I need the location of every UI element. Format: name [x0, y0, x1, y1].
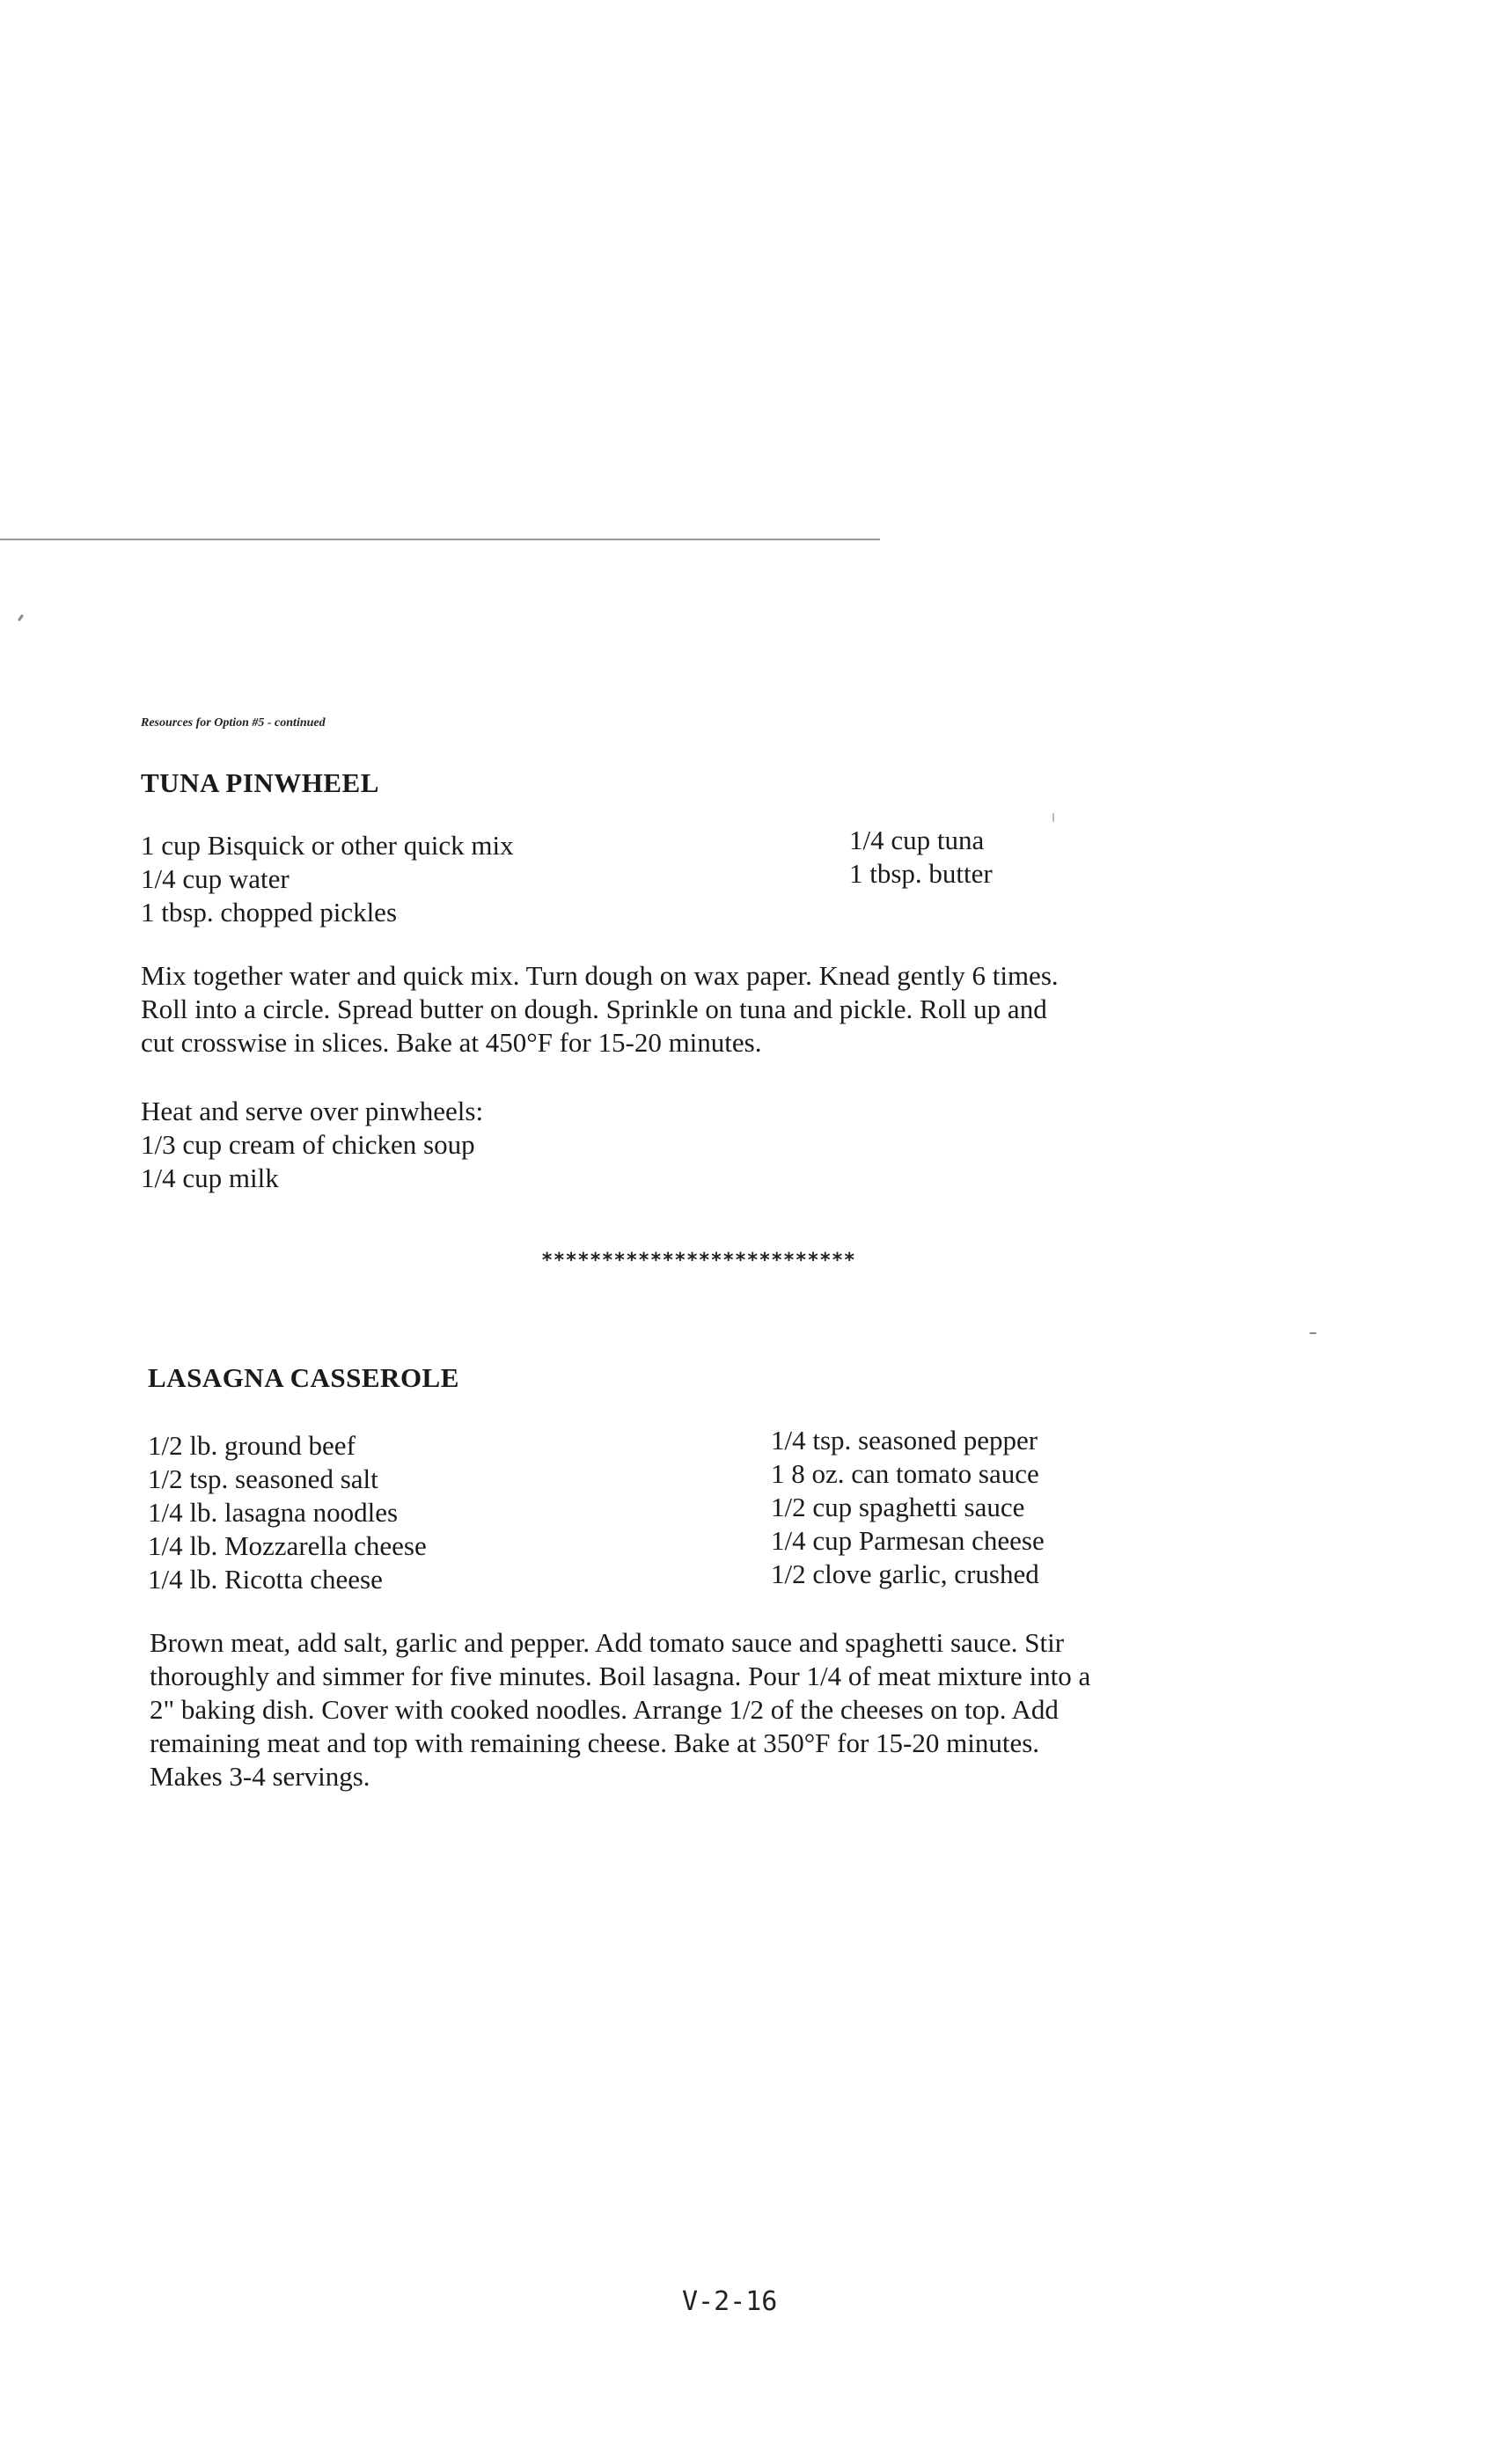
- direction-line: Mix together water and quick mix. Turn dough on wax paper. Knead gently 6 times.: [141, 960, 1059, 991]
- ingredient: 1 cup Bisquick or other quick mix: [141, 830, 514, 861]
- ingredient: 1/2 cup spaghetti sauce: [771, 1492, 1025, 1522]
- direction-line: 2" baking dish. Cover with cooked noodles. Arrange 1/2 of the cheeses on top. Add: [150, 1694, 1059, 1725]
- recipe-title: LASAGNA CASSEROLE: [148, 1362, 459, 1393]
- scan-speck: [18, 614, 24, 621]
- sauce-line: 1/4 cup milk: [141, 1162, 279, 1193]
- section-separator: **************************: [541, 1250, 856, 1272]
- recipe-directions: [141, 959, 1311, 1060]
- direction-line: Makes 3-4 servings.: [150, 1761, 370, 1792]
- horizontal-rule: [0, 539, 880, 540]
- direction-line: thoroughly and simmer for five minutes. Boil lasagna. Pour 1/4 of meat mixture into a: [150, 1661, 1091, 1691]
- ingredient: 1/4 lb. lasagna noodles: [148, 1497, 399, 1528]
- recipe-title: TUNA PINWHEEL: [141, 767, 379, 798]
- ingredient: 1/4 tsp. seasoned pepper: [771, 1425, 1038, 1456]
- page-number: V-2-16: [682, 2286, 778, 2317]
- recipe-directions: [150, 1626, 1320, 1793]
- direction-line: remaining meat and top with remaining cheese. Bake at 350°F for 15-20 minutes.: [150, 1727, 1040, 1758]
- ingredient: 1/2 lb. ground beef: [148, 1430, 356, 1461]
- ingredient: 1 tbsp. chopped pickles: [141, 897, 398, 928]
- ingredient: 1/4 cup Parmesan cheese: [771, 1525, 1045, 1556]
- ingredients-left: [148, 1429, 427, 1596]
- resources-note: Resources for Option #5 - continued: [141, 716, 326, 730]
- ingredient: 1/4 lb. Ricotta cheese: [148, 1564, 383, 1595]
- ingredient: 1/4 cup tuna: [849, 825, 985, 855]
- scan-speck: [1309, 1332, 1316, 1334]
- ingredients-right: [849, 824, 993, 891]
- direction-line: Brown meat, add salt, garlic and pepper. Add tomato sauce and spaghetti sauce. Stir: [150, 1627, 1065, 1658]
- sauce-instructions: [141, 1095, 483, 1195]
- sauce-line: Heat and serve over pinwheels:: [141, 1096, 484, 1126]
- sauce-line: 1/3 cup cream of chicken soup: [141, 1129, 475, 1160]
- ingredient: 1/4 cup water: [141, 863, 290, 894]
- ingredient: 1/2 clove garlic, crushed: [771, 1558, 1039, 1589]
- ingredients-left: [141, 829, 514, 929]
- direction-line: Roll into a circle. Spread butter on dough. Sprinkle on tuna and pickle. Roll up and: [141, 994, 1047, 1024]
- direction-line: cut crosswise in slices. Bake at 450°F for 15-20 minutes.: [141, 1027, 762, 1058]
- ingredient: 1 8 oz. can tomato sauce: [771, 1458, 1039, 1489]
- ingredients-right: [771, 1424, 1045, 1591]
- scan-speck: [1052, 813, 1054, 822]
- ingredient: 1/2 tsp. seasoned salt: [148, 1463, 378, 1494]
- ingredient: 1 tbsp. butter: [849, 858, 993, 889]
- ingredient: 1/4 lb. Mozzarella cheese: [148, 1530, 427, 1561]
